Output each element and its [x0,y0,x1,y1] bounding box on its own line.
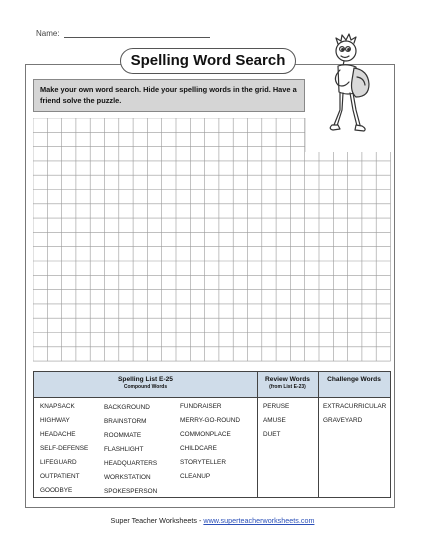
instructions-box: Make your own word search. Hide your spelling words in the grid. Have a friend solve the puzzle. [33,79,305,112]
spelling-list-heading [34,376,257,391]
review-words-title: Review Words [265,376,310,383]
spelling-list-title: Spelling List E-25 [118,376,173,383]
list-item: FUNDRAISER [180,403,222,410]
spelling-list-subtitle: Compound Words [123,384,168,390]
footer [0,516,425,525]
word-column-review [263,400,289,442]
challenge-words-heading [318,376,390,384]
word-column-3 [180,400,240,484]
footer-link[interactable]: www.superteacherworksheets.com [203,516,315,525]
list-item: WORKSTATION [104,474,151,481]
list-item: CLEANUP [180,473,211,480]
list-item: AMUSE [263,417,286,424]
review-words-subtitle: (from List E-23) [269,384,306,390]
word-column-1 [40,400,88,498]
list-item: LIFEGUARD [40,459,77,466]
page-title: Spelling Word Search [120,48,296,74]
name-line[interactable] [64,29,210,38]
word-bank [33,371,391,498]
word-column-challenge [323,400,386,428]
list-item: KNAPSACK [40,403,75,410]
list-item: DUET [263,431,281,438]
list-item: BACKGROUND [104,404,150,411]
list-item: GOODBYE [40,487,73,494]
list-item: HEADACHE [40,431,76,438]
word-bank-header [34,372,390,398]
list-item: PERUSE [263,403,290,410]
list-item: STORYTELLER [180,459,226,466]
list-item: HEADQUARTERS [104,460,158,467]
list-item: SPOKESPERSON [104,488,158,495]
list-item: GRAVEYARD [323,417,363,424]
list-item: SELF-DEFENSE [40,445,89,452]
list-item: HIGHWAY [40,417,70,424]
list-item: FLASHLIGHT [104,446,144,453]
list-item: BRAINSTORM [104,418,147,425]
list-item: EXTRACURRICULAR [323,403,387,410]
list-item: MERRY-GO-ROUND [180,417,241,424]
column-divider [318,372,319,497]
list-item: COMMONPLACE [180,431,231,438]
word-column-2 [104,401,157,499]
list-item: ROOMMATE [104,432,142,439]
list-item: CHILDCARE [180,445,217,452]
column-divider [257,372,258,497]
list-item: OUTPATIENT [40,473,80,480]
name-label: Name: [36,29,62,38]
challenge-words-title: Challenge Words [327,376,381,383]
footer-brand: Super Teacher Worksheets - [110,516,204,525]
name-row [36,29,210,38]
review-words-heading [257,376,318,391]
puzzle-grid[interactable] [33,118,391,368]
